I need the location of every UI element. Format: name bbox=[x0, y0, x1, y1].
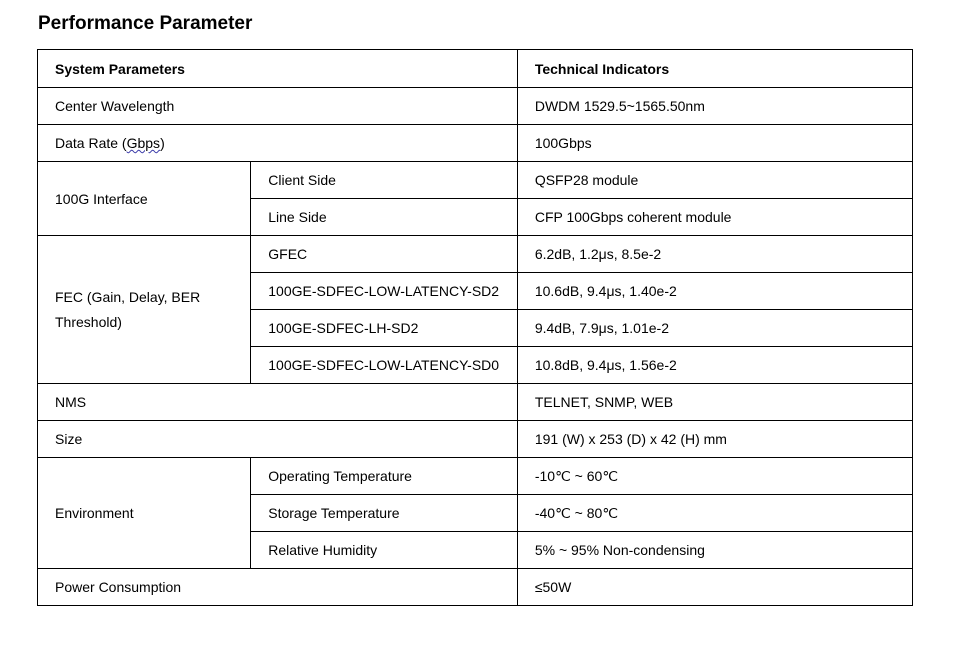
param-value: TELNET, SNMP, WEB bbox=[517, 384, 912, 421]
param-label bbox=[38, 125, 518, 162]
param-label: Size bbox=[38, 421, 518, 458]
param-sub-label: 100GE-SDFEC-LOW-LATENCY-SD0 bbox=[251, 347, 518, 384]
param-label: NMS bbox=[38, 384, 518, 421]
label-unit: Gbps bbox=[126, 135, 161, 151]
header-system-parameters: System Parameters bbox=[38, 50, 518, 88]
table-row bbox=[38, 569, 913, 606]
param-sub-label: Storage Temperature bbox=[251, 495, 518, 532]
param-value: -10℃ ~ 60℃ bbox=[517, 458, 912, 495]
param-value: 9.4dB, 7.9μs, 1.01e-2 bbox=[517, 310, 912, 347]
param-value: 6.2dB, 1.2μs, 8.5e-2 bbox=[517, 236, 912, 273]
table-row bbox=[38, 162, 913, 199]
header-technical-indicators: Technical Indicators bbox=[517, 50, 912, 88]
param-value: 5% ~ 95% Non-condensing bbox=[517, 532, 912, 569]
label-prefix: Data Rate ( bbox=[55, 135, 127, 151]
table-row bbox=[38, 384, 913, 421]
param-value: QSFP28 module bbox=[517, 162, 912, 199]
table-row bbox=[38, 236, 913, 273]
param-group-label: 100G Interface bbox=[38, 162, 251, 236]
param-sub-label: Line Side bbox=[251, 199, 518, 236]
performance-table bbox=[37, 49, 913, 606]
param-value: 10.8dB, 9.4μs, 1.56e-2 bbox=[517, 347, 912, 384]
param-group-label: FEC (Gain, Delay, BER Threshold) bbox=[38, 236, 251, 384]
param-label: Center Wavelength bbox=[38, 88, 518, 125]
param-value: DWDM 1529.5~1565.50nm bbox=[517, 88, 912, 125]
table-row bbox=[38, 125, 913, 162]
param-value: 191 (W) x 253 (D) x 42 (H) mm bbox=[517, 421, 912, 458]
param-sub-label: Operating Temperature bbox=[251, 458, 518, 495]
param-sub-label: Relative Humidity bbox=[251, 532, 518, 569]
param-sub-label: 100GE-SDFEC-LH-SD2 bbox=[251, 310, 518, 347]
param-label: Power Consumption bbox=[38, 569, 518, 606]
table-row bbox=[38, 421, 913, 458]
param-value: -40℃ ~ 80℃ bbox=[517, 495, 912, 532]
page-title: Performance Parameter bbox=[38, 13, 253, 34]
table-row bbox=[38, 458, 913, 495]
param-value: ≤50W bbox=[517, 569, 912, 606]
param-group-label: Environment bbox=[38, 458, 251, 569]
table-header-row bbox=[38, 50, 913, 88]
param-sub-label: Client Side bbox=[251, 162, 518, 199]
label-suffix: ) bbox=[160, 135, 165, 151]
param-value: 10.6dB, 9.4μs, 1.40e-2 bbox=[517, 273, 912, 310]
param-value: CFP 100Gbps coherent module bbox=[517, 199, 912, 236]
param-sub-label: GFEC bbox=[251, 236, 518, 273]
param-value: 100Gbps bbox=[517, 125, 912, 162]
table-row bbox=[38, 88, 913, 125]
param-sub-label: 100GE-SDFEC-LOW-LATENCY-SD2 bbox=[251, 273, 518, 310]
